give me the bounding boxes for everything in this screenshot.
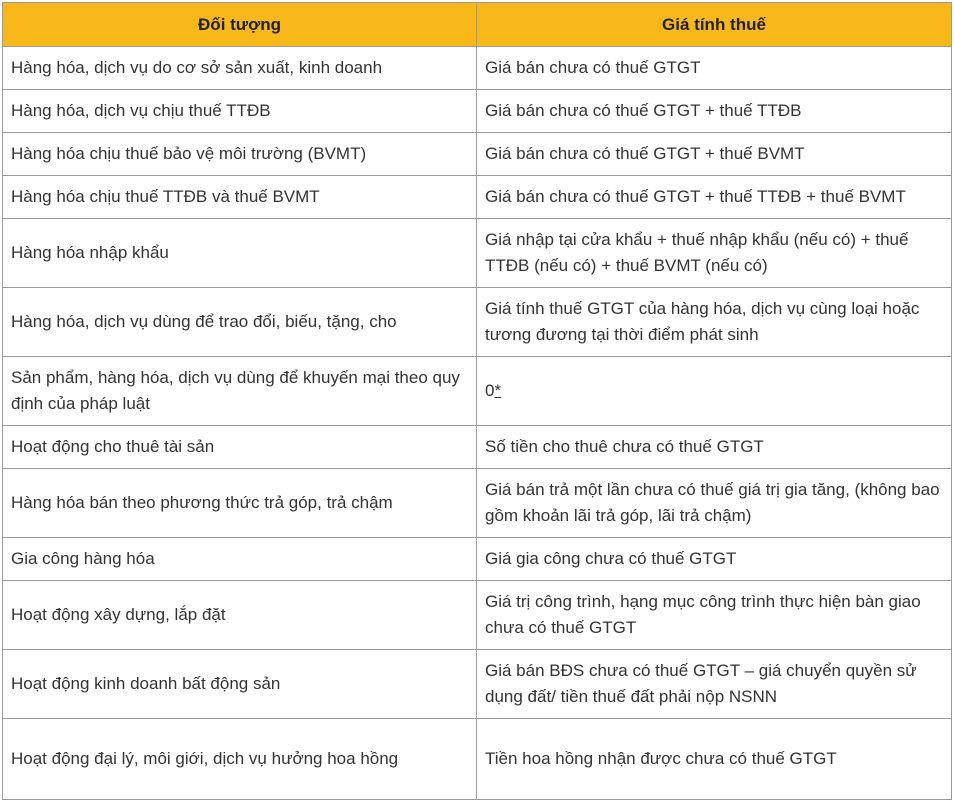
cell-price: Số tiền cho thuê chưa có thuế GTGT — [477, 426, 952, 469]
cell-subject: Gia công hàng hóa — [3, 538, 477, 581]
cell-subject: Hàng hóa, dịch vụ chịu thuế TTĐB — [3, 90, 477, 133]
cell-price: Tiền hoa hồng nhận được chưa có thuế GTGT — [477, 719, 952, 800]
cell-subject: Hàng hóa chịu thuế TTĐB và thuế BVMT — [3, 176, 477, 219]
cell-price: Giá bán chưa có thuế GTGT — [477, 47, 952, 90]
cell-price: Giá bán BĐS chưa có thuế GTGT – giá chuyển quyền sử dụng đất/ tiền thuế đất phải nộp NSNN — [477, 650, 952, 719]
table-header-row — [3, 3, 952, 47]
cell-price: Giá bán chưa có thuế GTGT + thuế BVMT — [477, 133, 952, 176]
cell-subject: Hoạt động đại lý, môi giới, dịch vụ hưởng hoa hồng — [3, 719, 477, 800]
cell-subject: Hàng hóa chịu thuế bảo vệ môi trường (BVMT) — [3, 133, 477, 176]
table-row — [3, 581, 952, 650]
table-row — [3, 176, 952, 219]
cell-subject: Hàng hóa nhập khẩu — [3, 219, 477, 288]
cell-price: Giá nhập tại cửa khẩu + thuế nhập khẩu (nếu có) + thuế TTĐB (nếu có) + thuế BVMT (nếu có) — [477, 219, 952, 288]
table-row — [3, 538, 952, 581]
table-row — [3, 469, 952, 538]
cell-subject: Hàng hóa, dịch vụ dùng để trao đổi, biếu, tặng, cho — [3, 288, 477, 357]
table-row — [3, 90, 952, 133]
cell-price: Giá gia công chưa có thuế GTGT — [477, 538, 952, 581]
cell-subject: Hoạt động kinh doanh bất động sản — [3, 650, 477, 719]
table-row — [3, 47, 952, 90]
cell-price — [477, 357, 952, 426]
cell-subject: Hàng hóa, dịch vụ do cơ sở sản xuất, kinh doanh — [3, 47, 477, 90]
cell-subject: Hàng hóa bán theo phương thức trả góp, trả chậm — [3, 469, 477, 538]
header-subject: Đối tượng — [3, 3, 477, 47]
table-row — [3, 426, 952, 469]
table-row — [3, 133, 952, 176]
table-row — [3, 650, 952, 719]
cell-price: Giá bán trả một lần chưa có thuế giá trị gia tăng, (không bao gồm khoản lãi trả góp, lãi trả chậm) — [477, 469, 952, 538]
tax-price-table — [2, 2, 952, 800]
cell-price: Giá bán chưa có thuế GTGT + thuế TTĐB — [477, 90, 952, 133]
table-row — [3, 288, 952, 357]
cell-price: Giá tính thuế GTGT của hàng hóa, dịch vụ cùng loại hoặc tương đương tại thời điểm phát sinh — [477, 288, 952, 357]
price-value: 0 — [485, 381, 495, 400]
cell-subject: Hoạt động cho thuê tài sản — [3, 426, 477, 469]
footnote-link[interactable]: * — [494, 381, 502, 400]
table-row — [3, 357, 952, 426]
table-row — [3, 719, 952, 800]
header-taxable-price: Giá tính thuế — [477, 3, 952, 47]
cell-price: Giá trị công trình, hạng mục công trình thực hiện bàn giao chưa có thuế GTGT — [477, 581, 952, 650]
cell-price: Giá bán chưa có thuế GTGT + thuế TTĐB + thuế BVMT — [477, 176, 952, 219]
cell-subject: Sản phẩm, hàng hóa, dịch vụ dùng để khuyến mại theo quy định của pháp luật — [3, 357, 477, 426]
table-row — [3, 219, 952, 288]
cell-subject: Hoạt động xây dựng, lắp đặt — [3, 581, 477, 650]
